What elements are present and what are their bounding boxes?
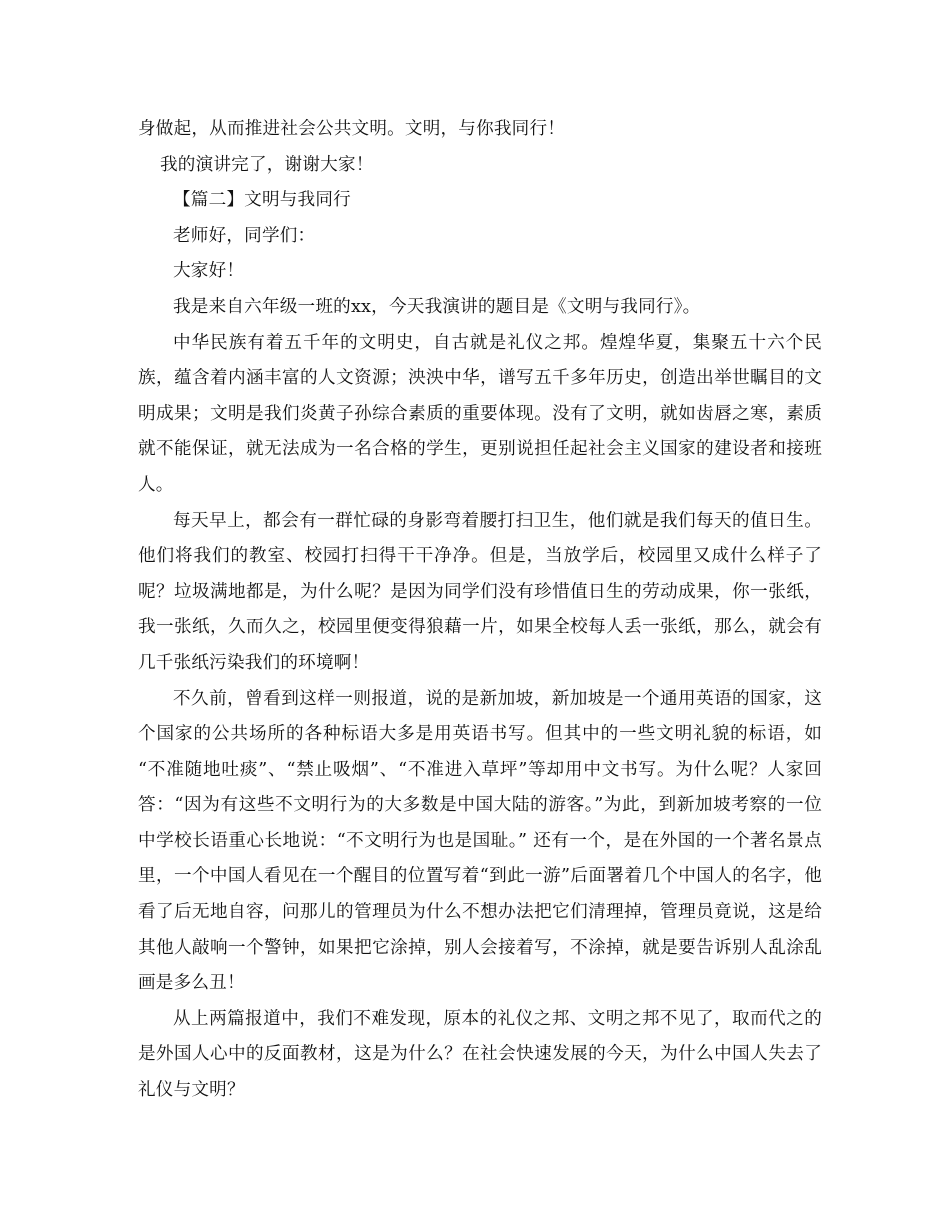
greeting-teachers: 老师好，同学们：	[173, 225, 316, 246]
paragraph-history: 中华民族有着五千年的文明史，自古就是礼仪之邦。煌煌华夏，集聚五十六个民族，蕴含着内涵丰富的人文资源；泱泱中华，谱写五千多年历史，创造出举世瞩目的文明成果；文明是我们炎黄子孙综合素质的重要体现。没有了文明，就如齿唇之寒，素质就不能保证，就无法成为一名合格的学生，更别说担任起社会主义国家的建设者和接班人。	[138, 332, 822, 495]
paragraph-campus: 每天早上，都会有一群忙碌的身影弯着腰打扫卫生，他们就是我们每天的值日生。他们将我们的教室、校园打扫得干干净净。但是，当放学后，校园里又成什么样子了呢？垃圾满地都是，为什么呢？是因为同学们没有珍惜值日生的劳动成果，你一张纸，我一张纸，久而久之，校园里便变得狼藉一片，如果全校每人丢一张纸，那么，就会有几千张纸污染我们的环境啊！	[138, 510, 822, 673]
paragraph-1: 身做起，从而推进社会公共文明。文明，与你我同行！	[138, 119, 566, 139]
speech-intro: 我是来自六年级一班的xx，今天我演讲的题目是《文明与我同行》。	[173, 296, 701, 317]
paragraph-conclusion: 从上两篇报道中，我们不难发现，原本的礼仪之邦、文明之邦不见了，取而代之的是外国人心中的反面教材，这是为什么？在社会快速发展的今天，为什么中国人失去了礼仪与文明？	[138, 1008, 822, 1101]
paragraph-2: 我的演讲完了，谢谢大家！	[160, 154, 374, 175]
paragraph-singapore: 不久前，曾看到这样一则报道，说的是新加坡，新加坡是一个通用英语的国家，这个国家的公共场所的各种标语大多是用英语书写。但其中的一些文明礼貌的标语，如 “不准随地吐痰”、“禁止吸烟”、“不准进入草坪”等却用中文书写。为什么呢？人家回答：“因为有这些不文明行为的大多数是中国大陆的游客。”为此，到新加坡考察的一位中学校长语重心长地说：“不文明行为也是国耻。” 还有一个，是在外国的一个著名景点里，一个中国人看见在一个醒目的位置写着“到此一游”后面署着几个中国人的名字，他看了后无地自容，问那儿的管理员为什么不想办法把它们清理掉，管理员竟说，这是给其他人敲响一个警钟，如果把它涂掉，别人会接着写，不涂掉，就是要告诉别人乱涂乱画是多么丑！	[138, 688, 822, 994]
greeting-all: 大家好！	[173, 261, 245, 282]
section-heading: 【篇二】文明与我同行	[173, 190, 351, 211]
document-body	[138, 112, 822, 1109]
